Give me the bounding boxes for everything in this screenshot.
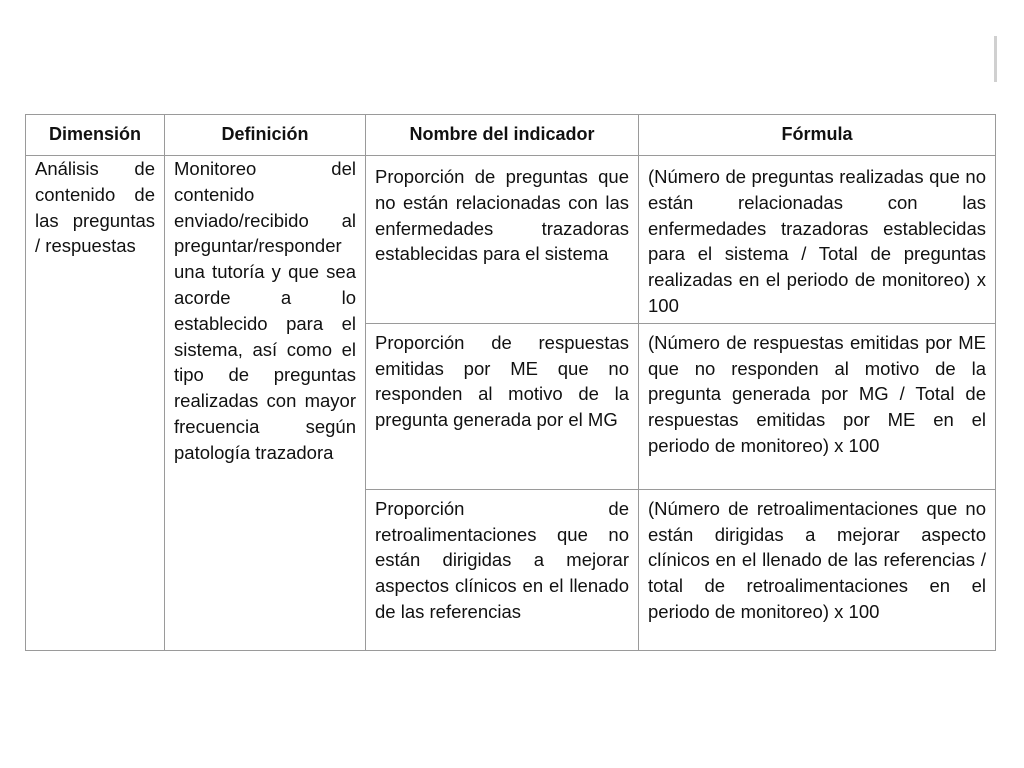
header-formula: Fórmula: [639, 115, 996, 156]
formula-cell: (Número de respuestas emitidas por ME que no responden al motivo de la pregunta generada por MG / Total de respuestas emitidas por ME en el periodo de monitoreo) x 100: [639, 323, 996, 489]
header-definition: Definición: [165, 115, 366, 156]
indicator-cell: Proporción de preguntas que no están relacionadas con las enfermedades trazadoras establecidas para el sistema: [366, 156, 639, 324]
formula-cell: (Número de preguntas realizadas que no están relacionadas con las enfermedades trazadoras establecidas para el sistema / Total de preguntas realizadas en el periodo de monitoreo) x 100: [639, 156, 996, 324]
indicators-table: [25, 114, 996, 651]
indicator-cell: Proporción de retroalimentaciones que no están dirigidas a mejorar aspectos clínicos en el llenado de las referencias: [366, 489, 639, 650]
table-row: [26, 156, 996, 324]
formula-cell: (Número de retroalimentaciones que no están dirigidas a mejorar aspecto clínicos en el llenado de las referencias / total de retroalimentaciones en el periodo de monitoreo) x 100: [639, 489, 996, 650]
edge-divider: [994, 36, 997, 82]
header-row: [26, 115, 996, 156]
header-dimension: Dimensión: [26, 115, 165, 156]
definition-cell: Monitoreo del contenido enviado/recibido al preguntar/responder una tutoría y que sea acorde a lo establecido para el sistema, así como el tipo de preguntas realizadas con mayor frecuencia según patología trazadora: [165, 156, 366, 651]
indicator-cell: Proporción de respuestas emitidas por ME que no responden al motivo de la pregunta generada por el MG: [366, 323, 639, 489]
dimension-cell: Análisis de contenido de las preguntas / respuestas: [26, 156, 165, 651]
header-indicator-name: Nombre del indicador: [366, 115, 639, 156]
